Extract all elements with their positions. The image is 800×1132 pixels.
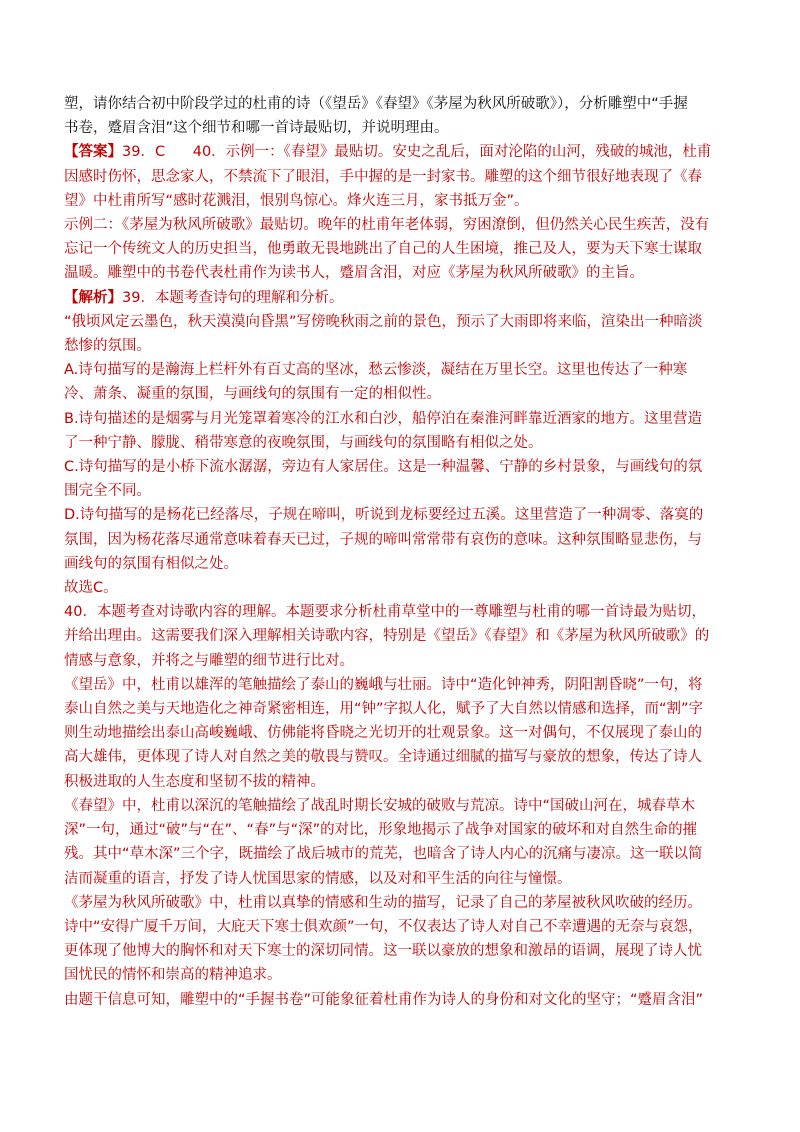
answer-q40: 40．示例一：《春望》最贴切。安史之乱后，面对沦陷的山河，残破的城池，杜甫因感时伤怀，思念家人，不禁流下了眼泪，手中握的是一封家书。雕塑的这个细节很好地表现了《春望》中杜甫所写“感时花溅泪，恨别鸟惊心。烽火连三月，家书抵万金”。	[64, 144, 712, 209]
analysis-option-c: C.诗句描写的是小桥下流水潺潺，旁边有人家居住。这是一种温馨、宁静的乡村景象，与画线句的氛围完全不同。	[64, 459, 703, 500]
analysis-wangyue: 《望岳》中，杜甫以雄浑的笔触描绘了泰山的巍峨与壮丽。诗中“造化钟神秀，阴阳割昏晓”一句，将泰山自然之美与天地造化之神奇紧密相连，用“钟”字拟人化，赋予了大自然以情感和选择，而“割”字则生动地描绘出泰山高峻巍峨、仿佛能将昏晓之光切开的壮观景象。这一对偶句，不仅展现了泰山的高大雄伟，更体现了诗人对自然之美的敬畏与赞叹。全诗通过细腻的描写与豪放的想象，传达了诗人积极进取的人生态度和坚韧不拔的精神。	[64, 676, 704, 790]
analysis-q39-text: 39．本题考查诗句的理解和分析。	[122, 289, 344, 306]
question-tail-line1: 塑，请你结合初中阶段学过的杜甫的诗（《望岳》《春望》《茅屋为秋风所破歌》），分析雕塑中“手握	[64, 96, 688, 112]
question-tail	[64, 92, 716, 140]
analysis-q40-intro: 40．本题考查对诗歌内容的理解。本题要求分析杜甫草堂中的一尊雕塑与杜甫的哪一首诗最为贴切，并给出理由。这需要我们深入理解相关诗歌内容，特别是《望岳》《春望》和《茅屋为秋风所破歌》的情感与意象，并将之与雕塑的细节进行比对。	[64, 604, 710, 669]
answer-example-2: 示例二：《茅屋为秋风所破歌》最贴切。晚年的杜甫年老体弱，穷困潦倒，但仍然关心民生疾苦，没有忘记一个传统文人的历史担当，他勇敢无畏地跳出了自己的人生困境，推己及人，要为天下寒士谋取温暖。雕塑中的书卷代表杜甫作为读书人，蹙眉含泪，对应《茅屋为秋风所破歌》的主旨。	[64, 217, 710, 282]
analysis-choose: 故选C。	[64, 580, 118, 597]
analysis-option-b: B.诗句描述的是烟雾与月光笼罩着寒冷的江水和白沙，船停泊在秦淮河畔靠近酒家的地方。这里营造了一种宁静、朦胧、稍带寒意的夜晚氛围，与画线句的氛围略有相似之处。	[64, 410, 703, 451]
analysis-p1: “俄顷风定云墨色，秋天漠漠向昏黑”写傍晚秋雨之前的景色，预示了大雨即将来临，渲染出一种暗淡愁惨的氛围。	[64, 313, 703, 355]
answer-q39: 39．C	[122, 144, 166, 161]
question-tail-line2: 书卷，蹙眉含泪”这个细节和哪一首诗最贴切，并说明理由。	[64, 120, 449, 137]
analysis-option-d: D.诗句描写的是杨花已经落尽，子规在啼叫，听说到龙标要经过五溪。这里营造了一种凋零、落寞的氛围，因为杨花落尽通常意味着春天已过，子规的啼叫常常带有哀伤的意味。这种氛围略显悲伤，与画线句的氛围有相似之处。	[64, 507, 704, 572]
analysis-label: 【解析】	[64, 289, 122, 306]
analysis-q39-intro	[64, 286, 716, 310]
analysis-tail: 由题干信息可知，雕塑中的“手握书卷”可能象征着杜甫作为诗人的身份和对文化的坚守；“蹙眉含泪”	[64, 991, 704, 1008]
answer-block	[64, 140, 716, 213]
analysis-option-a: A.诗句描写的是瀚海上栏杆外有百丈高的坚冰，愁云惨淡，凝结在万里长空。这里也传达了一种寒冷、萧条、凝重的氛围，与画线句的氛围有一定的相似性。	[64, 362, 688, 403]
analysis-chunwang: 《春望》中，杜甫以深沉的笔触描绘了战乱时期长安城的破败与荒凉。诗中“国破山河在，城春草木深”一句，通过“破”与“在”、“春”与“深”的对比，形象地揭示了战争对国家的破坏和对自然生命的摧残。其中“草木深”三个字，既描绘了战后城市的荒芜，也暗含了诗人内心的沉痛与凄凉。这一联以简洁而凝重的语言，抒发了诗人忧国思家的情感，以及对和平生活的向往与憧憬。	[64, 797, 703, 887]
analysis-maowu: 《茅屋为秋风所破歌》中，杜甫以真挚的情感和生动的描写，记录了自己的茅屋被秋风吹破的经历。诗中“安得广厦千万间，大庇天下寒士俱欢颜”一句，不仅表达了诗人对自己不幸遭遇的无奈与哀怨，更体现了他博大的胸怀和对天下寒士的深切同情。这一联以豪放的想象和激昂的语调，展现了诗人忧国忧民的情怀和崇高的精神追求。	[64, 894, 703, 984]
answer-label: 【答案】	[64, 144, 122, 161]
